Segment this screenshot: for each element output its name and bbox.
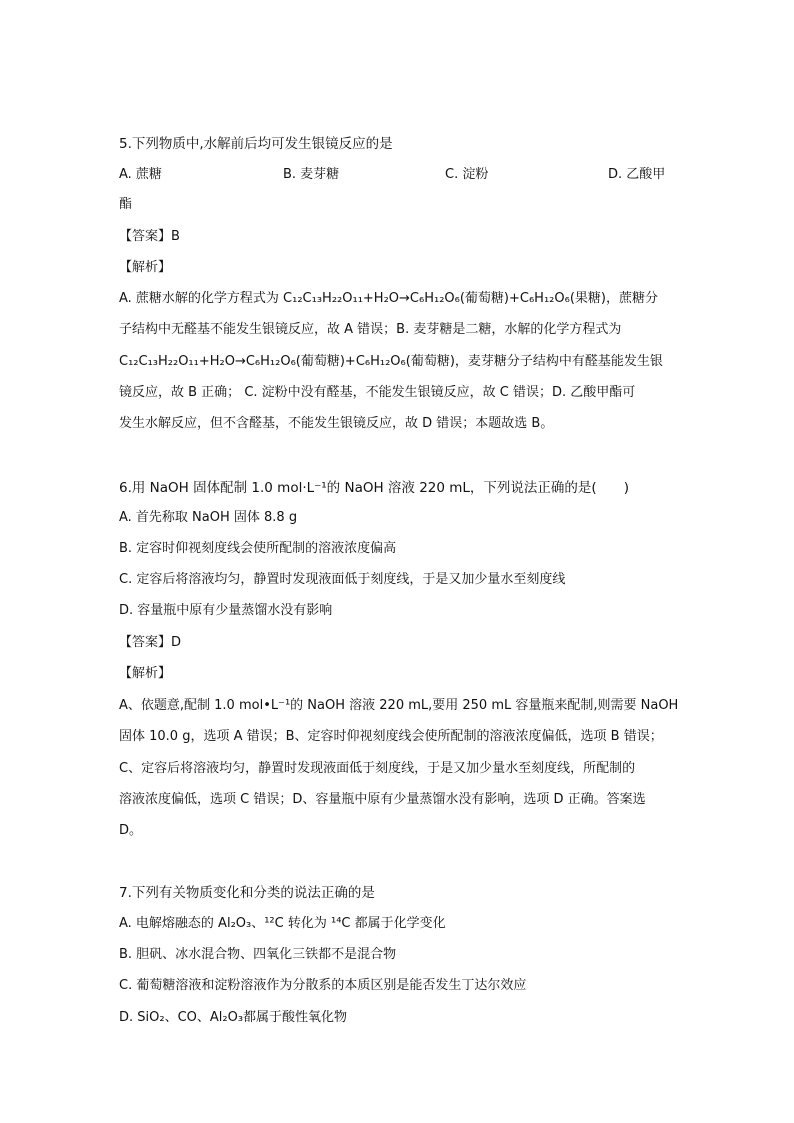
q6-answer: 【答案】D [119,635,182,650]
q5-analysis-line: 子结构中无醛基不能发生银镜反应，故 A 错误；B. 麦芽糖是二糖，水解的化学方程式为 [119,322,622,337]
q5-option-a: A. 蔗糖 [119,167,162,182]
q5-analysis-line: A. 蔗糖水解的化学方程式为 C₁₂C₁₃H₂₂O₁₁+H₂O→C₆H₁₂O₆(葡萄糖)+C₆H₁₂O₆(果糖)，蔗糖分 [119,291,658,306]
q5-analysis-label: 【解析】 [119,260,172,275]
q6-analysis-line: D。 [119,823,143,838]
q7-option-d: D. SiO₂、CO、Al₂O₃都属于酸性氧化物 [119,1010,348,1025]
q5-title: 5.下列物质中,水解前后均可发生银镜反应的是 [119,136,393,152]
q6-analysis-line: A、依题意,配制 1.0 mol•L⁻¹的 NaOH 溶液 220 mL,要用 250 mL 容量瓶来配制,则需要 NaOH [119,698,679,713]
q6-option-d: D. 容量瓶中原有少量蒸馏水没有影响 [119,603,333,618]
q5-option-b: B. 麦芽糖 [283,167,340,182]
q6-analysis-line: 固体 10.0 g，选项 A 错误；B、定容时仰视刻度线会使所配制的溶液浓度偏低，选项 B 错误； [119,729,663,744]
q5-analysis-line: 发生水解反应，但不含醛基，不能发生银镜反应，故 D 错误；本题故选 B。 [119,416,554,431]
q7-title: 7.下列有关物质变化和分类的说法正确的是 [119,885,375,901]
q7-option-c: C. 葡萄糖溶液和淀粉溶液作为分散系的本质区别是能否发生丁达尔效应 [119,978,527,993]
q5-analysis-line: C₁₂C₁₃H₂₂O₁₁+H₂O→C₆H₁₂O₆(葡萄糖)+C₆H₁₂O₆(葡萄糖)，麦芽糖分子结构中有醛基能发生银 [119,354,663,369]
q6-option-b: B. 定容时仰视刻度线会使所配制的溶液浓度偏高 [119,541,397,556]
q7-option-b: B. 胆矾、冰水混合物、四氧化三铁都不是混合物 [119,947,397,962]
q6-option-c: C. 定容后将溶液均匀，静置时发现液面低于刻度线，于是又加少量水至刻度线 [119,572,566,587]
q5-option-c: C. 淀粉 [445,167,489,182]
q5-option-d-wrap: 酯 [119,197,133,212]
q5-option-d: D. 乙酸甲 [608,167,666,182]
q5-analysis-line: 镜反应，故 B 正确； C. 淀粉中没有醛基，不能发生银镜反应，故 C 错误；D. 乙酸甲酯可 [119,385,636,400]
q6-analysis-label: 【解析】 [119,666,172,681]
q7-option-a: A. 电解熔融态的 Al₂O₃、¹²C 转化为 ¹⁴C 都属于化学变化 [119,916,446,931]
q6-option-a: A. 首先称取 NaOH 固体 8.8 g [119,510,298,525]
q6-analysis-line: C、定容后将溶液均匀，静置时发现液面低于刻度线，于是又加少量水至刻度线，所配制的 [119,761,636,776]
q5-answer: 【答案】B [119,229,180,244]
q6-title: 6.用 NaOH 固体配制 1.0 mol·L⁻¹的 NaOH 溶液 220 mL，下列说法正确的是( ) [119,480,629,496]
q6-analysis-line: 溶液浓度偏低，选项 C 错误；D、容量瓶中原有少量蒸馏水没有影响，选项 D 正确。答案选 [119,792,646,807]
